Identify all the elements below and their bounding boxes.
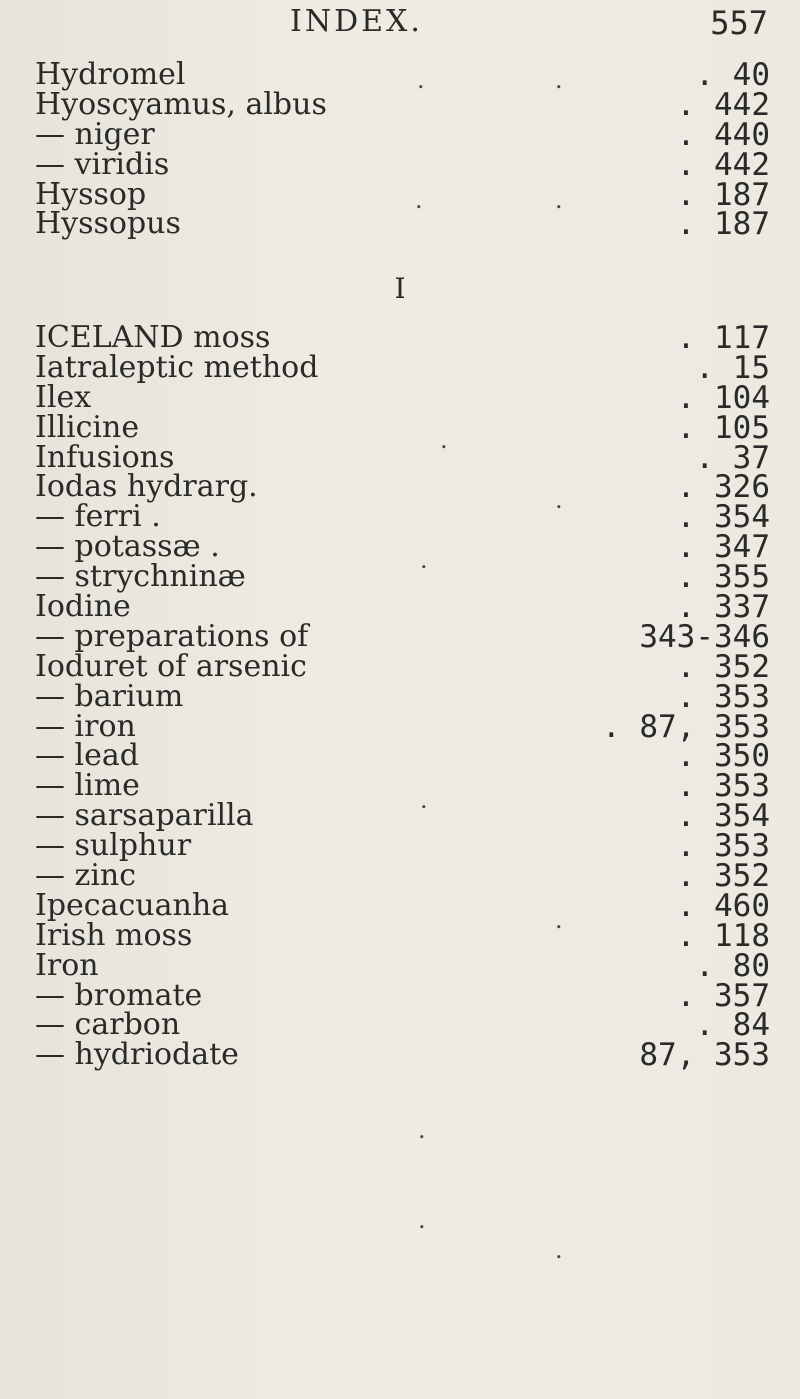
entry-pages: . 347 <box>676 529 770 566</box>
leader-dot: . <box>555 1236 563 1264</box>
entry-pages: . 80 <box>695 947 770 984</box>
entry-pages: . 353 <box>676 828 770 865</box>
entry-term: Ipecacuanha <box>35 887 230 923</box>
entry-term: Iron <box>35 947 99 983</box>
index-entry <box>0 947 800 984</box>
entry-term: Irish moss <box>35 917 193 953</box>
entry-term: ICELAND moss <box>35 320 271 355</box>
index-entry <box>0 618 800 655</box>
entry-term: — sarsaparilla <box>35 798 254 834</box>
index-section-h <box>0 57 800 243</box>
entry-term: — ferri . <box>35 499 161 535</box>
index-entry <box>0 708 800 745</box>
leader-dot: . <box>440 426 448 454</box>
index-entry <box>0 738 800 775</box>
entry-pages: . 337 <box>676 589 770 626</box>
entry-term: Iatraleptic method <box>35 349 319 385</box>
entry-pages: . 117 <box>676 320 770 356</box>
index-entry <box>0 858 800 895</box>
entry-term: Illicine <box>35 409 140 445</box>
leader-dot: . <box>417 66 425 94</box>
index-entry <box>0 529 800 566</box>
entry-term: — carbon <box>35 1007 181 1043</box>
index-entry <box>0 887 800 924</box>
index-entry <box>0 379 800 416</box>
leader-dot: . <box>555 486 563 514</box>
index-entry <box>0 320 800 356</box>
entry-term: Hydromel <box>35 57 186 92</box>
running-title: INDEX. <box>290 4 423 39</box>
entry-pages: . 37 <box>695 439 770 476</box>
entry-term: — lead <box>35 738 139 774</box>
index-entry <box>0 559 800 596</box>
entry-pages: . 442 <box>676 146 770 183</box>
entry-pages: . 440 <box>676 116 770 153</box>
page-number: 557 <box>710 4 768 42</box>
entry-pages: . 354 <box>676 499 770 536</box>
entry-pages: . 118 <box>676 917 770 954</box>
entry-term: — preparations of <box>35 618 309 654</box>
entry-pages: . 353 <box>676 768 770 805</box>
index-entry <box>0 798 800 835</box>
index-entry <box>0 977 800 1014</box>
index-entry <box>0 86 800 123</box>
entry-pages: . 187 <box>676 176 770 213</box>
index-entry <box>0 499 800 536</box>
index-section-i <box>0 320 800 1074</box>
entry-term: — iron <box>35 708 136 744</box>
entry-pages: . 15 <box>695 349 770 386</box>
entry-term: — niger <box>35 116 155 152</box>
index-entry <box>0 648 800 685</box>
entry-term: Hyssop <box>35 176 147 212</box>
entry-pages: 87, 353 <box>639 1037 770 1074</box>
index-entry <box>0 678 800 715</box>
index-entry <box>0 176 800 213</box>
entry-pages: . 105 <box>676 409 770 446</box>
entry-pages: . 40 <box>695 57 770 93</box>
leader-dot: . <box>420 786 428 814</box>
index-entry <box>0 409 800 446</box>
index-entry <box>0 917 800 954</box>
leader-dot: . <box>418 1116 426 1144</box>
entry-term: Ioduret of arsenic <box>35 648 307 684</box>
leader-dot: . <box>420 546 428 574</box>
entry-term: Hyssopus <box>35 206 181 242</box>
entry-term: — barium <box>35 678 184 714</box>
leader-dot: . <box>415 186 423 214</box>
entry-term: — lime <box>35 768 140 804</box>
entry-pages: 343-346 <box>639 618 770 655</box>
entry-pages: . 326 <box>676 469 770 506</box>
index-entry <box>0 828 800 865</box>
entry-term: Infusions <box>35 439 175 475</box>
entry-pages: . 354 <box>676 798 770 835</box>
entry-term: Iodas hydrarg. <box>35 469 258 505</box>
leader-dot: . <box>555 186 563 214</box>
entry-pages: . 357 <box>676 977 770 1014</box>
entry-pages: . 353 <box>676 678 770 715</box>
entry-pages: . 187 <box>676 206 770 243</box>
entry-term: Iodine <box>35 589 131 625</box>
index-entry <box>0 768 800 805</box>
entry-term: — strychninæ <box>35 559 246 595</box>
index-entry <box>0 57 800 93</box>
index-entry <box>0 1007 800 1044</box>
letter-heading: I <box>394 272 406 305</box>
entry-pages: . 352 <box>676 648 770 685</box>
leader-dot: . <box>555 906 563 934</box>
index-entry <box>0 589 800 626</box>
entry-term: — sulphur <box>35 828 192 864</box>
leader-dot: . <box>555 66 563 94</box>
index-entry <box>0 349 800 386</box>
index-entry <box>0 116 800 153</box>
entry-pages: . 350 <box>676 738 770 775</box>
index-entry <box>0 469 800 506</box>
entry-pages: . 84 <box>695 1007 770 1044</box>
entry-pages: . 460 <box>676 887 770 924</box>
entry-pages: . 352 <box>676 858 770 895</box>
index-entry <box>0 439 800 476</box>
entry-term: — viridis <box>35 146 170 182</box>
index-entry <box>0 206 800 243</box>
entry-term: — hydriodate <box>35 1037 239 1073</box>
entry-pages: . 442 <box>676 86 770 123</box>
entry-term: Hyoscyamus, albus <box>35 86 327 122</box>
entry-term: — potassæ . <box>35 529 220 565</box>
entry-term: — zinc <box>35 858 137 894</box>
entry-pages: . 104 <box>676 379 770 416</box>
entry-term: — bromate <box>35 977 203 1013</box>
entry-pages: . 87, 353 <box>602 708 770 745</box>
index-entry <box>0 146 800 183</box>
leader-dot: . <box>418 1206 426 1234</box>
entry-term: Ilex <box>35 379 92 415</box>
index-entry <box>0 1037 800 1074</box>
entry-pages: . 355 <box>676 559 770 596</box>
